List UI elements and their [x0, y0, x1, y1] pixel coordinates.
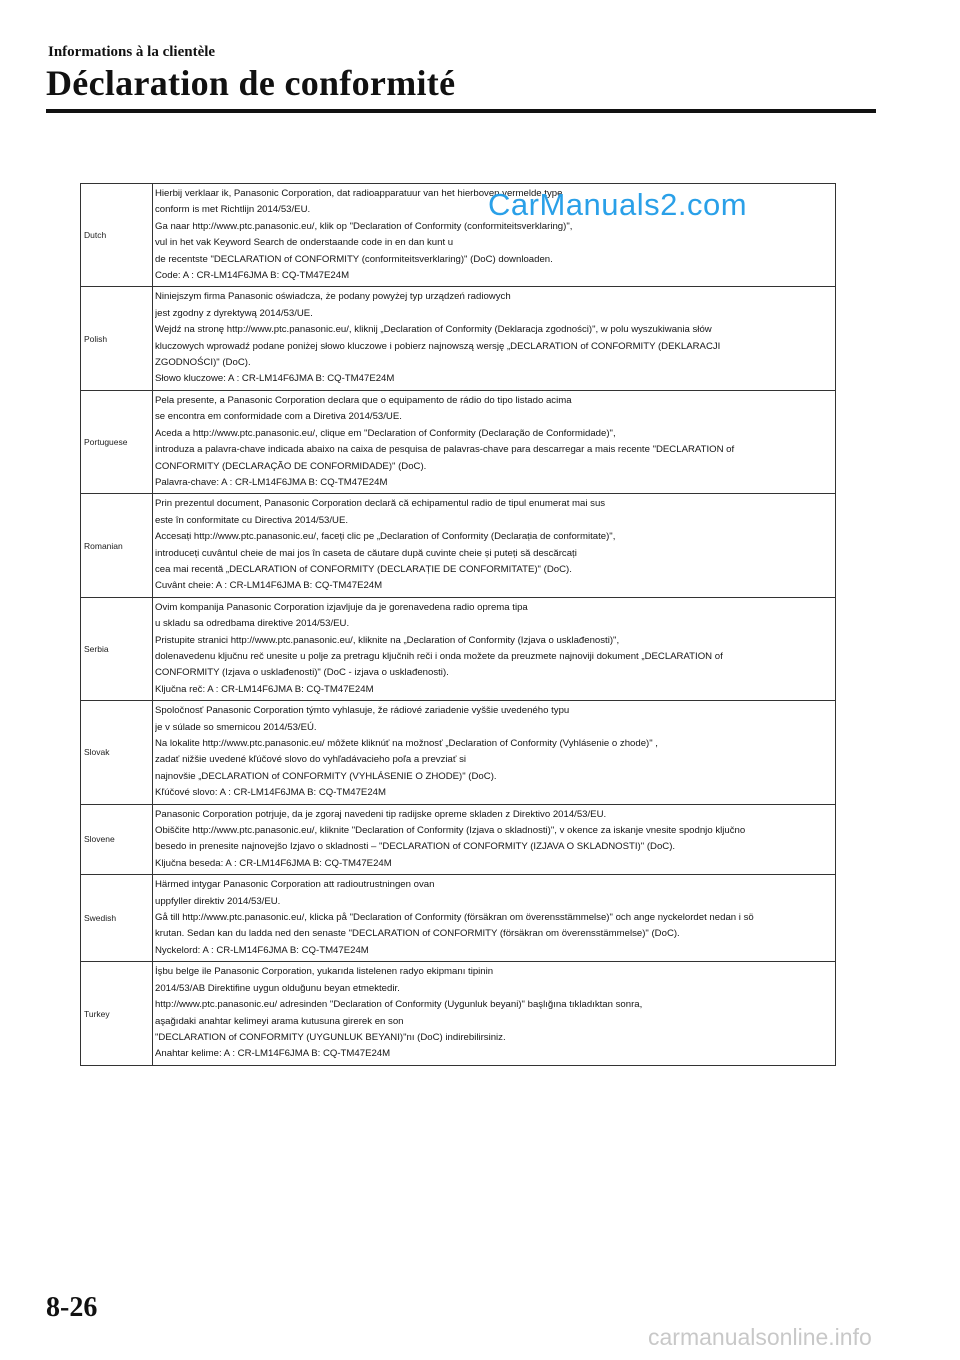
declaration-line: CONFORMITY (DECLARAÇÃO DE CONFORMIDADE)" (DoC).	[155, 460, 427, 472]
declaration-line: jest zgodny z dyrektywą 2014/53/UE.	[155, 307, 313, 319]
declaration-line: Cuvânt cheie: A : CR-LM14F6JMA B: CQ-TM47E24M	[155, 580, 383, 592]
language-cell: Dutch	[81, 184, 153, 287]
language-cell: Romanian	[81, 494, 153, 597]
declaration-line: 2014/53/AB Direktifine uygun olduğunu beyan etmektedir.	[155, 982, 400, 994]
declaration-line: conform is met Richtlijn 2014/53/EU.	[155, 204, 311, 216]
language-cell: Turkey	[81, 962, 153, 1065]
declaration-text-cell	[153, 804, 836, 875]
declaration-row	[81, 701, 836, 804]
language-cell: Polish	[81, 287, 153, 390]
declaration-text-cell	[153, 962, 836, 1065]
declaration-line: Anahtar kelime: A : CR-LM14F6JMA B: CQ-TM47E24M	[155, 1048, 391, 1060]
declaration-line: vul in het vak Keyword Search de onderstaande code in en dan kunt u	[155, 237, 454, 249]
declaration-line: Nyckelord: A : CR-LM14F6JMA B: CQ-TM47E24M	[155, 944, 369, 956]
declaration-line: krutan. Sedan kan du ladda ned den senaste "DECLARATION of CONFORMITY (försäkran om överensstämmelse)" (DoC).	[155, 928, 680, 940]
declaration-line: Obiščite http://www.ptc.panasonic.eu/, kliknite "Declaration of Conformity (Izjava o skladnosti)", v okence za iskanje vnesite spodnjo ključno	[155, 825, 746, 837]
declaration-row	[81, 875, 836, 962]
declaration-line: Ga naar http://www.ptc.panasonic.eu/, klik op "Declaration of Conformity (conformiteitsverklaring)",	[155, 220, 573, 232]
declaration-line: ZGODNOŚCI)" (DoC).	[155, 357, 251, 369]
declaration-line: CONFORMITY (Izjava o usklađenosti)" (DoC - izjava o usklađenosti).	[155, 667, 449, 679]
declaration-line: Pela presente, a Panasonic Corporation declara que o equipamento de rádio do tipo listado acima	[155, 394, 572, 406]
declaration-line: u skladu sa odredbama direktive 2014/53/EU.	[155, 618, 350, 630]
declaration-line: Ključna reč: A : CR-LM14F6JMA B: CQ-TM47E24M	[155, 683, 374, 695]
declaration-line: Wejdź na stronę http://www.ptc.panasonic.eu/, kliknij „Declaration of Conformity (Deklaracja zgodności)", w polu wyszukiwania słów	[155, 324, 712, 336]
declaration-line: introduceți cuvântul cheie de mai jos în caseta de căutare după cuvinte cheie și puteți să descărcați	[155, 547, 577, 559]
declaration-line: je v súlade so smernicou 2014/53/EÚ.	[155, 721, 317, 733]
declaration-line: Gå till http://www.ptc.panasonic.eu/, klicka på "Declaration of Conformity (försäkran om överensstämmelse)" och ange nyckelordet nedan i sö	[155, 912, 754, 924]
declaration-line: cea mai recentă „DECLARATION of CONFORMITY (DECLARAȚIE DE CONFORMITATE)" (DoC).	[155, 563, 572, 575]
declaration-line: Ovim kompanija Panasonic Corporation izjavljuje da je gorenavedena radio oprema tipa	[155, 601, 528, 613]
declaration-text-cell	[153, 390, 836, 493]
declaration-row	[81, 597, 836, 700]
declaration-text-cell	[153, 701, 836, 804]
declaration-line: este în conformitate cu Directiva 2014/53/UE.	[155, 514, 349, 526]
declaration-line: Code: A : CR-LM14F6JMA B: CQ-TM47E24M	[155, 270, 350, 282]
declaration-text-cell	[153, 597, 836, 700]
declaration-table-body	[81, 184, 836, 1066]
declaration-line: Pristupite stranici http://www.ptc.panasonic.eu/, kliknite na „Declaration of Conformity (Izjava o usklađenosti)",	[155, 634, 620, 646]
declaration-text-cell	[153, 875, 836, 962]
declaration-line: introduza a palavra-chave indicada abaixo na caixa de pesquisa de palavras-chave para descarregar a mais recente "DECLARATION of	[155, 444, 735, 456]
declaration-row	[81, 962, 836, 1065]
declaration-line: Ključna beseda: A : CR-LM14F6JMA B: CQ-TM47E24M	[155, 857, 392, 869]
declaration-line: "DECLARATION of CONFORMITY (UYGUNLUK BEYANI)"nı (DoC) indirebilirsiniz.	[155, 1031, 506, 1043]
declaration-row	[81, 494, 836, 597]
declaration-line: dolenavedenu ključnu reč unesite u polje za pretragu ključnih reči i onda možete da preuzmete najnoviji dokument „DECLARATION of	[155, 650, 723, 662]
declaration-line: Panasonic Corporation potrjuje, da je zgoraj navedeni tip radijske opreme skladen z Direktivo 2014/53/EU.	[155, 808, 607, 820]
declaration-line: İşbu belge ile Panasonic Corporation, yukarıda listelenen radyo ekipmanı tipinin	[155, 966, 494, 978]
title-rule	[46, 109, 876, 113]
site-footer-watermark: carmanualsonline.info	[648, 1324, 872, 1350]
declaration-row	[81, 390, 836, 493]
declaration-line: zadať nižšie uvedené kľúčové slovo do vyhľadávacieho poľa a prevziať si	[155, 754, 467, 766]
declaration-line: de recentste "DECLARATION of CONFORMITY (conformiteitsverklaring)" (DoC) downloaden.	[155, 253, 553, 265]
section-label: Informations à la clientèle	[48, 44, 216, 60]
declaration-line: kluczowych wprowadź podane poniżej słowo kluczowe i pobierz najnowszą wersję „DECLARATION of CONFORMITY (DEKLARACJI	[155, 340, 721, 352]
declaration-row	[81, 287, 836, 390]
language-cell: Portuguese	[81, 390, 153, 493]
declaration-table	[80, 183, 836, 1066]
declaration-line: Härmed intygar Panasonic Corporation att radioutrustningen ovan	[155, 879, 435, 891]
watermark-logo: CarManuals2.com	[488, 187, 748, 222]
language-cell: Slovak	[81, 701, 153, 804]
declaration-line: Prin prezentul document, Panasonic Corporation declară că echipamentul radio de tipul enumerat mai sus	[155, 498, 606, 510]
declaration-line: besedo in prenesite najnovejšo Izjavo o skladnosti – "DECLARATION of CONFORMITY (IZJAVA O SKLADNOSTI)" (DoC).	[155, 841, 676, 853]
declaration-line: Hierbij verklaar ik, Panasonic Corporation, dat radioapparatuur van het hierboven vermelde type	[155, 188, 563, 199]
declaration-line: uppfyller direktiv 2014/53/EU.	[155, 895, 281, 907]
declaration-line: http://www.ptc.panasonic.eu/ adresinden "Declaration of Conformity (Uygunluk beyani)" başlığına tıkladıktan sonra,	[155, 999, 643, 1011]
language-cell: Slovene	[81, 804, 153, 875]
declaration-line: Niniejszym firma Panasonic oświadcza, że podany powyżej typ urządzeń radiowych	[155, 291, 511, 303]
declaration-line: Aceda a http://www.ptc.panasonic.eu/, clique em "Declaration of Conformity (Declaração de Conformidade)",	[155, 427, 616, 439]
page-number: 8-26	[46, 1292, 98, 1323]
language-cell: Serbia	[81, 597, 153, 700]
declaration-line: Na lokalite http://www.ptc.panasonic.eu/ môžete kliknúť na možnosť „Declaration of Conformity (Vyhlásenie o zhode)" ,	[155, 738, 658, 749]
declaration-row	[81, 804, 836, 875]
declaration-line: aşağıdaki anahtar kelimeyi arama kutusuna girerek en son	[155, 1015, 404, 1027]
declaration-line: Kľúčové slovo: A : CR-LM14F6JMA B: CQ-TM47E24M	[155, 787, 386, 799]
page-title: Déclaration de conformité	[46, 63, 456, 103]
declaration-line: se encontra em conformidade com a Diretiva 2014/53/UE.	[155, 411, 402, 423]
declaration-text-cell	[153, 287, 836, 390]
declaration-text-cell	[153, 494, 836, 597]
declaration-line: najnovšie „DECLARATION of CONFORMITY (VYHLÁSENIE O ZHODE)" (DoC).	[155, 770, 497, 782]
declaration-line: Słowo kluczowe: A : CR-LM14F6JMA B: CQ-TM47E24M	[155, 373, 395, 385]
declaration-line: Palavra-chave: A : CR-LM14F6JMA B: CQ-TM47E24M	[155, 476, 388, 488]
declaration-line: Spoločnosť Panasonic Corporation týmto vyhlasuje, že rádiové zariadenie vyššie uvedeného typu	[155, 705, 570, 717]
declaration-line: Accesați http://www.ptc.panasonic.eu/, faceți clic pe „Declaration of Conformity (Declarația de conformitate)",	[155, 531, 616, 543]
language-cell: Swedish	[81, 875, 153, 962]
